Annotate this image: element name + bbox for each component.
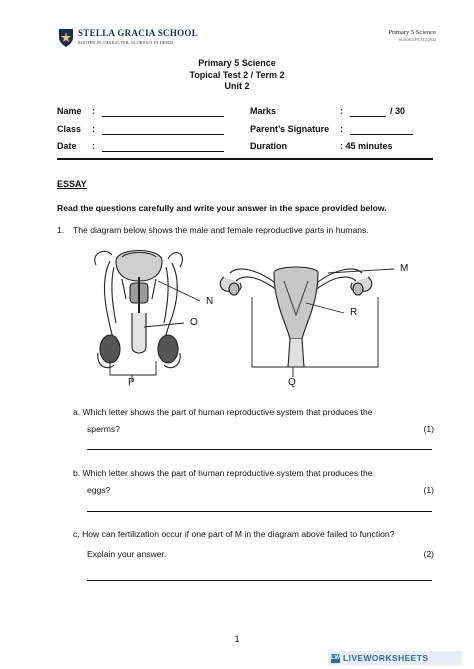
duration-value: : 45 minutes — [340, 141, 393, 151]
label-m: M — [400, 263, 409, 274]
parent-signature-label: Parent’s Signature — [250, 124, 330, 134]
label-n: N — [206, 296, 214, 307]
class-colon: : — [92, 124, 95, 134]
question-1-number: 1. — [57, 225, 65, 235]
marks-field[interactable] — [350, 116, 386, 117]
question-1b-text-continued: eggs? — [87, 485, 111, 495]
marks-total: / 30 — [390, 106, 406, 116]
name-colon: : — [92, 106, 95, 116]
marks-colon: : — [340, 106, 343, 116]
liveworksheets-logo-icon: LW — [331, 654, 340, 661]
reproductive-system-diagram — [88, 243, 428, 403]
question-1c-text: c. How can fertilization occur if one part of M in the diagram above failed to function? — [73, 529, 395, 539]
parent-signature-colon: : — [340, 124, 343, 134]
question-1c-text-continued: Explain your answer. — [87, 549, 167, 559]
female-reproductive-system-drawing — [220, 267, 394, 377]
label-q: Q — [288, 377, 296, 388]
header-divider — [57, 158, 433, 160]
liveworksheets-watermark[interactable] — [328, 651, 462, 665]
question-1-text: The diagram below shows the male and female reproductive parts in humans. — [73, 225, 369, 235]
question-1a-text: a. Which letter shows the part of human reproductive system that produces the — [73, 407, 373, 417]
name-label: Name — [57, 106, 82, 116]
essay-heading: ESSAY — [57, 179, 87, 189]
label-r: R — [350, 307, 358, 318]
test-name-title: Topical Test 2 / Term 2 — [189, 70, 285, 80]
unit-title: Unit 2 — [224, 81, 250, 91]
date-label: Date — [57, 141, 77, 151]
date-field[interactable] — [102, 151, 224, 152]
question-1b-text: b. Which letter shows the part of human reproductive system that produces the — [73, 468, 373, 478]
page-number: 1 — [234, 634, 240, 644]
question-1a-marks: (1) — [423, 424, 434, 434]
subject-tag: Primary 5 Science — [388, 29, 436, 36]
question-1a-text-continued: sperms? — [87, 424, 120, 434]
answer-line-1a[interactable] — [87, 449, 432, 450]
question-1c-marks: (2) — [423, 549, 434, 559]
marks-label: Marks — [250, 106, 277, 116]
answer-line-1c[interactable] — [87, 580, 432, 581]
duration-label: Duration — [250, 141, 287, 151]
document-code: SGS/SCI/P5/TT2/2022 — [398, 37, 436, 42]
male-reproductive-system-drawing — [95, 251, 200, 382]
instructions: Read the questions carefully and write your answer in the space provided below. — [57, 203, 387, 213]
reproductive-diagram-drawing — [88, 243, 428, 403]
label-p: P — [128, 377, 135, 388]
liveworksheets-text: LIVEWORKSHEETS — [343, 653, 429, 663]
class-field[interactable] — [102, 134, 224, 135]
question-1b-marks: (1) — [423, 485, 434, 495]
test-subject-title: Primary 5 Science — [198, 58, 276, 68]
name-field[interactable] — [102, 116, 224, 117]
parent-signature-field[interactable] — [350, 134, 413, 135]
answer-line-1b[interactable] — [87, 511, 432, 512]
class-label: Class — [57, 124, 82, 134]
school-motto: ROOTED IN CHARACTER, GLORIOUS IN DEEDS — [78, 40, 174, 45]
school-crest-icon — [58, 28, 74, 48]
date-colon: : — [92, 141, 95, 151]
school-name: STELLA GRACIA SCHOOL — [78, 28, 199, 38]
label-o: O — [190, 317, 198, 328]
